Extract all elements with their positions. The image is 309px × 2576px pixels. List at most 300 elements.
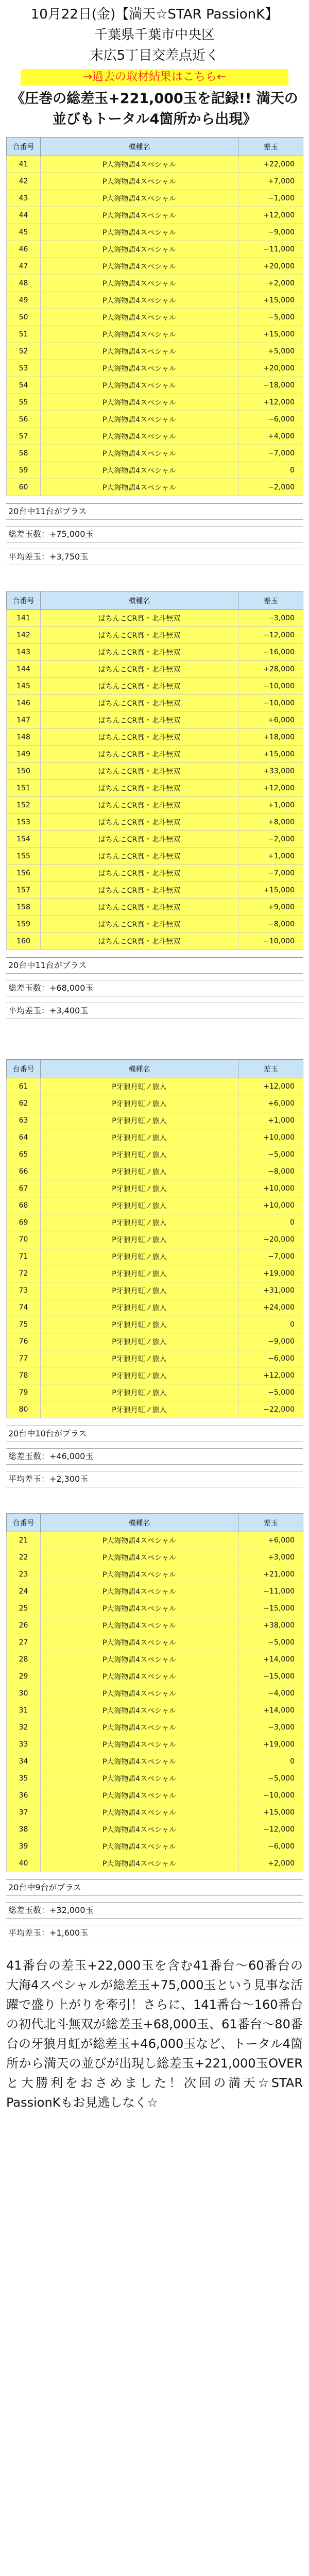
model-name-cell: P牙狼月虹ノ旅人 [41, 1214, 238, 1231]
machine-number-cell: 42 [7, 173, 41, 190]
ball-diff-cell: −7,000 [238, 865, 303, 882]
summary-divider [6, 543, 303, 549]
ball-diff-cell: +12,000 [238, 207, 303, 224]
machine-number-cell: 153 [7, 814, 41, 831]
summary-divider [6, 1896, 303, 1903]
table-row [7, 1532, 303, 1549]
machine-number-cell: 52 [7, 343, 41, 360]
table-row [7, 1129, 303, 1146]
machine-number-cell: 148 [7, 729, 41, 746]
model-name-cell: P大海物語4スペシャル [41, 445, 238, 462]
table-row [7, 1299, 303, 1316]
ball-diff-cell: +10,000 [238, 1197, 303, 1214]
table-row [7, 1651, 303, 1668]
table-row [7, 275, 303, 292]
table-row [7, 1095, 303, 1112]
ball-diff-cell: −12,000 [238, 627, 303, 644]
table-row [7, 1668, 303, 1685]
table-row [7, 207, 303, 224]
machine-number-cell: 65 [7, 1146, 41, 1163]
table-row [7, 1316, 303, 1333]
results-table [6, 1513, 303, 1872]
machine-number-cell: 56 [7, 411, 41, 428]
ball-diff-cell: +22,000 [238, 156, 303, 173]
machine-number-cell: 36 [7, 1787, 41, 1804]
machine-number-cell: 40 [7, 1855, 41, 1872]
results-section [6, 1487, 303, 1941]
summary-divider [6, 520, 303, 527]
ball-diff-cell: −8,000 [238, 916, 303, 933]
table-row [7, 729, 303, 746]
model-name-cell: P大海物語4スペシャル [41, 360, 238, 377]
model-name-cell: P大海物語4スペシャル [41, 428, 238, 445]
total-diff-text: 総差玉数：+32,000玉 [6, 1903, 303, 1919]
model-name-cell: ぱちんこCR真・北斗無双 [41, 644, 238, 661]
table-row [7, 1384, 303, 1401]
table-row [7, 797, 303, 814]
header-machine-number: 台番号 [7, 1514, 41, 1532]
machine-number-cell: 21 [7, 1532, 41, 1549]
ball-diff-cell: +15,000 [238, 292, 303, 309]
model-name-cell: ぱちんこCR真・北斗無双 [41, 661, 238, 678]
machine-number-cell: 26 [7, 1617, 41, 1634]
ball-diff-cell: −10,000 [238, 1787, 303, 1804]
model-name-cell: P牙狼月虹ノ旅人 [41, 1180, 238, 1197]
table-row [7, 644, 303, 661]
header-machine-number: 台番号 [7, 591, 41, 610]
model-name-cell: P大海物語4スペシャル [41, 377, 238, 394]
header-ball-diff: 差玉 [238, 1514, 303, 1532]
table-row [7, 1163, 303, 1180]
ball-diff-cell: +12,000 [238, 1078, 303, 1095]
model-name-cell: P大海物語4スペシャル [41, 1855, 238, 1872]
header-model-name: 機種名 [41, 1060, 238, 1078]
model-name-cell: ぱちんこCR真・北斗無双 [41, 814, 238, 831]
model-name-cell: P大海物語4スペシャル [41, 309, 238, 326]
table-row [7, 1112, 303, 1129]
machine-number-cell: 145 [7, 678, 41, 695]
model-name-cell: P大海物語4スペシャル [41, 258, 238, 275]
ball-diff-cell: −3,000 [238, 610, 303, 627]
table-row [7, 1804, 303, 1821]
table-row [7, 343, 303, 360]
model-name-cell: ぱちんこCR真・北斗無双 [41, 627, 238, 644]
model-name-cell: P大海物語4スペシャル [41, 1549, 238, 1566]
machine-number-cell: 22 [7, 1549, 41, 1566]
plus-count-text: 20台中11台がプラス [6, 958, 303, 974]
model-name-cell: P牙狼月虹ノ旅人 [41, 1078, 238, 1095]
machine-number-cell: 49 [7, 292, 41, 309]
section-gap [6, 1019, 303, 1059]
model-name-cell: ぱちんこCR真・北斗無双 [41, 831, 238, 848]
model-name-cell: ぱちんこCR真・北斗無双 [41, 916, 238, 933]
ball-diff-cell: −8,000 [238, 1163, 303, 1180]
ball-diff-cell: +2,000 [238, 275, 303, 292]
section-gap [6, 565, 303, 591]
total-diff-text: 総差玉数：+75,000玉 [6, 527, 303, 543]
ball-diff-cell: −4,000 [238, 1685, 303, 1702]
table-row [7, 814, 303, 831]
machine-number-cell: 51 [7, 326, 41, 343]
ball-diff-cell: −6,000 [238, 411, 303, 428]
machine-number-cell: 77 [7, 1350, 41, 1367]
ball-diff-cell: +21,000 [238, 1566, 303, 1583]
section-summary [6, 1426, 303, 1487]
model-name-cell: P大海物語4スペシャル [41, 1838, 238, 1855]
model-name-cell: P大海物語4スペシャル [41, 343, 238, 360]
ball-diff-cell: +9,000 [238, 899, 303, 916]
table-row [7, 1736, 303, 1753]
model-name-cell: P牙狼月虹ノ旅人 [41, 1401, 238, 1418]
machine-number-cell: 158 [7, 899, 41, 916]
table-row [7, 1753, 303, 1770]
machine-number-cell: 61 [7, 1078, 41, 1095]
table-row [7, 377, 303, 394]
ball-diff-cell: +20,000 [238, 258, 303, 275]
model-name-cell: P大海物語4スペシャル [41, 1685, 238, 1702]
machine-number-cell: 155 [7, 848, 41, 865]
results-table [6, 591, 303, 950]
machine-number-cell: 50 [7, 309, 41, 326]
ball-diff-cell: −22,000 [238, 1401, 303, 1418]
machine-number-cell: 59 [7, 462, 41, 479]
table-row [7, 1566, 303, 1583]
ball-diff-cell: +1,000 [238, 848, 303, 865]
table-row [7, 1231, 303, 1248]
ball-diff-cell: +10,000 [238, 1180, 303, 1197]
table-row [7, 1634, 303, 1651]
table-row [7, 1333, 303, 1350]
table-row [7, 1549, 303, 1566]
header-machine-number: 台番号 [7, 1060, 41, 1078]
machine-number-cell: 141 [7, 610, 41, 627]
table-row [7, 326, 303, 343]
ball-diff-cell: 0 [238, 462, 303, 479]
ball-diff-cell: −10,000 [238, 933, 303, 950]
ball-diff-cell: −10,000 [238, 695, 303, 712]
model-name-cell: P牙狼月虹ノ旅人 [41, 1231, 238, 1248]
model-name-cell: P大海物語4スペシャル [41, 1753, 238, 1770]
ball-diff-cell: +33,000 [238, 763, 303, 780]
machine-number-cell: 41 [7, 156, 41, 173]
table-row [7, 763, 303, 780]
model-name-cell: ぱちんこCR真・北斗無双 [41, 729, 238, 746]
table-row [7, 848, 303, 865]
ball-diff-cell: +14,000 [238, 1651, 303, 1668]
table-row [7, 1078, 303, 1095]
machine-number-cell: 66 [7, 1163, 41, 1180]
model-name-cell: ぱちんこCR真・北斗無双 [41, 848, 238, 865]
ball-diff-cell: +6,000 [238, 1532, 303, 1549]
ball-diff-cell: +15,000 [238, 1804, 303, 1821]
ball-diff-cell: −1,000 [238, 190, 303, 207]
machine-number-cell: 44 [7, 207, 41, 224]
machine-number-cell: 144 [7, 661, 41, 678]
table-row [7, 241, 303, 258]
ball-diff-cell: −15,000 [238, 1600, 303, 1617]
ball-diff-cell: +7,000 [238, 173, 303, 190]
machine-number-cell: 76 [7, 1333, 41, 1350]
ball-diff-cell: +6,000 [238, 712, 303, 729]
machine-number-cell: 70 [7, 1231, 41, 1248]
model-name-cell: ぱちんこCR真・北斗無双 [41, 678, 238, 695]
model-name-cell: P大海物語4スペシャル [41, 1736, 238, 1753]
model-name-cell: P大海物語4スペシャル [41, 207, 238, 224]
model-name-cell: P牙狼月虹ノ旅人 [41, 1095, 238, 1112]
machine-number-cell: 60 [7, 479, 41, 496]
machine-number-cell: 53 [7, 360, 41, 377]
machine-number-cell: 154 [7, 831, 41, 848]
table-row [7, 1401, 303, 1418]
machine-number-cell: 151 [7, 780, 41, 797]
table-row [7, 173, 303, 190]
results-container [0, 137, 309, 1941]
model-name-cell: P大海物語4スペシャル [41, 1770, 238, 1787]
model-name-cell: P牙狼月虹ノ旅人 [41, 1316, 238, 1333]
ball-diff-cell: +18,000 [238, 729, 303, 746]
table-row [7, 1821, 303, 1838]
model-name-cell: P大海物語4スペシャル [41, 1532, 238, 1549]
summary-paragraph: 41番台の差玉+22,000玉を含む41番台〜60番台の大海4スペシャルが総差玉+75,000玉という見事な活躍で盛り上がりを牽引！さらに、141番台〜160番台の初代北斗無双が総差玉+68,000玉、61番台〜80番台の牙狼月虹が総差玉+46,000玉など、トータル4箇所から満天の並びが出現し総差玉+221,000玉OVERと大勝利をおさめました！次回の満天☆STAR PassionKもお見逃しなく☆ [6, 1958, 303, 2110]
machine-number-cell: 58 [7, 445, 41, 462]
machine-number-cell: 80 [7, 1401, 41, 1418]
machine-number-cell: 38 [7, 1821, 41, 1838]
ball-diff-cell: −7,000 [238, 445, 303, 462]
results-table [6, 1059, 303, 1418]
model-name-cell: P牙狼月虹ノ旅人 [41, 1248, 238, 1265]
table-row [7, 445, 303, 462]
past-results-link[interactable]: →過去の取材結果はこちら← [21, 69, 288, 86]
total-diff-text: 総差玉数：+46,000玉 [6, 1449, 303, 1465]
ball-diff-cell: −9,000 [238, 1333, 303, 1350]
model-name-cell: P大海物語4スペシャル [41, 224, 238, 241]
machine-number-cell: 48 [7, 275, 41, 292]
model-name-cell: P大海物語4スペシャル [41, 1617, 238, 1634]
machine-number-cell: 25 [7, 1600, 41, 1617]
table-row [7, 479, 303, 496]
machine-number-cell: 69 [7, 1214, 41, 1231]
model-name-cell: ぱちんこCR真・北斗無双 [41, 865, 238, 882]
model-name-cell: ぱちんこCR真・北斗無双 [41, 712, 238, 729]
machine-number-cell: 24 [7, 1583, 41, 1600]
ball-diff-cell: −5,000 [238, 1146, 303, 1163]
ball-diff-cell: +19,000 [238, 1736, 303, 1753]
model-name-cell: ぱちんこCR真・北斗無双 [41, 695, 238, 712]
average-diff-text: 平均差玉：+1,600玉 [6, 1925, 303, 1941]
machine-number-cell: 32 [7, 1719, 41, 1736]
section-gap [6, 1487, 303, 1513]
ball-diff-cell: +3,000 [238, 1549, 303, 1566]
summary-divider [6, 1465, 303, 1471]
machine-number-cell: 33 [7, 1736, 41, 1753]
ball-diff-cell: −11,000 [238, 241, 303, 258]
ball-diff-cell: −20,000 [238, 1231, 303, 1248]
ball-diff-cell: −15,000 [238, 1668, 303, 1685]
results-section [6, 1019, 303, 1487]
table-row [7, 1350, 303, 1367]
table-row [7, 1838, 303, 1855]
results-table [6, 137, 303, 496]
ball-diff-cell: −2,000 [238, 831, 303, 848]
model-name-cell: P大海物語4スペシャル [41, 1668, 238, 1685]
machine-number-cell: 79 [7, 1384, 41, 1401]
table-row [7, 916, 303, 933]
model-name-cell: ぱちんこCR真・北斗無双 [41, 882, 238, 899]
table-row [7, 428, 303, 445]
table-row [7, 865, 303, 882]
total-diff-text: 総差玉数：+68,000玉 [6, 980, 303, 996]
table-row [7, 899, 303, 916]
machine-number-cell: 46 [7, 241, 41, 258]
machine-number-cell: 55 [7, 394, 41, 411]
model-name-cell: P牙狼月虹ノ旅人 [41, 1265, 238, 1282]
ball-diff-cell: +28,000 [238, 661, 303, 678]
table-row [7, 1197, 303, 1214]
machine-number-cell: 31 [7, 1702, 41, 1719]
model-name-cell: ぱちんこCR真・北斗無双 [41, 797, 238, 814]
ball-diff-cell: +10,000 [238, 1129, 303, 1146]
model-name-cell: P大海物語4スペシャル [41, 1804, 238, 1821]
section-summary [6, 503, 303, 565]
model-name-cell: P牙狼月虹ノ旅人 [41, 1367, 238, 1384]
model-name-cell: P大海物語4スペシャル [41, 275, 238, 292]
section-summary [6, 957, 303, 1019]
headline: 《圧巻の総差玉+221,000玉を記録!! 満天の並びもトータル4箇所から出現》 [11, 91, 298, 127]
model-name-cell: P大海物語4スペシャル [41, 1702, 238, 1719]
machine-number-cell: 47 [7, 258, 41, 275]
machine-number-cell: 57 [7, 428, 41, 445]
model-name-cell: P大海物語4スペシャル [41, 241, 238, 258]
ball-diff-cell: +2,000 [238, 1855, 303, 1872]
machine-number-cell: 150 [7, 763, 41, 780]
ball-diff-cell: +15,000 [238, 882, 303, 899]
table-row [7, 309, 303, 326]
model-name-cell: P大海物語4スペシャル [41, 326, 238, 343]
machine-number-cell: 62 [7, 1095, 41, 1112]
plus-count-text: 20台中9台がプラス [6, 1880, 303, 1896]
ball-diff-cell: +12,000 [238, 1367, 303, 1384]
model-name-cell: P大海物語4スペシャル [41, 479, 238, 496]
ball-diff-cell: +14,000 [238, 1702, 303, 1719]
machine-number-cell: 147 [7, 712, 41, 729]
machine-number-cell: 64 [7, 1129, 41, 1146]
machine-number-cell: 67 [7, 1180, 41, 1197]
machine-number-cell: 74 [7, 1299, 41, 1316]
machine-number-cell: 75 [7, 1316, 41, 1333]
ball-diff-cell: −5,000 [238, 309, 303, 326]
model-name-cell: P大海物語4スペシャル [41, 1651, 238, 1668]
model-name-cell: P大海物語4スペシャル [41, 1821, 238, 1838]
ball-diff-cell: +4,000 [238, 428, 303, 445]
ball-diff-cell: −10,000 [238, 678, 303, 695]
table-row [7, 610, 303, 627]
table-row [7, 1770, 303, 1787]
table-row [7, 1180, 303, 1197]
model-name-cell: P大海物語4スペシャル [41, 156, 238, 173]
model-name-cell: P牙狼月虹ノ旅人 [41, 1112, 238, 1129]
header-model-name: 機種名 [41, 138, 238, 156]
machine-number-cell: 45 [7, 224, 41, 241]
ball-diff-cell: 0 [238, 1753, 303, 1770]
machine-number-cell: 54 [7, 377, 41, 394]
header-model-name: 機種名 [41, 591, 238, 610]
location-line: 千葉県千葉市中央区 [94, 27, 215, 43]
table-row [7, 1265, 303, 1282]
table-row [7, 695, 303, 712]
model-name-cell: ぱちんこCR真・北斗無双 [41, 763, 238, 780]
ball-diff-cell: +31,000 [238, 1282, 303, 1299]
table-row [7, 224, 303, 241]
machine-number-cell: 149 [7, 746, 41, 763]
table-row [7, 712, 303, 729]
model-name-cell: P牙狼月虹ノ旅人 [41, 1384, 238, 1401]
model-name-cell: P大海物語4スペシャル [41, 1566, 238, 1583]
ball-diff-cell: +20,000 [238, 360, 303, 377]
table-row [7, 1248, 303, 1265]
model-name-cell: P牙狼月虹ノ旅人 [41, 1333, 238, 1350]
table-row [7, 1855, 303, 1872]
header-ball-diff: 差玉 [238, 1060, 303, 1078]
table-row [7, 411, 303, 428]
model-name-cell: P大海物語4スペシャル [41, 190, 238, 207]
machine-number-cell: 39 [7, 1838, 41, 1855]
header-model-name: 機種名 [41, 1514, 238, 1532]
ball-diff-cell: 0 [238, 1316, 303, 1333]
machine-number-cell: 35 [7, 1770, 41, 1787]
summary-divider [6, 1442, 303, 1449]
model-name-cell: ぱちんこCR真・北斗無双 [41, 610, 238, 627]
model-name-cell: P牙狼月虹ノ旅人 [41, 1129, 238, 1146]
machine-number-cell: 160 [7, 933, 41, 950]
ball-diff-cell: 0 [238, 1214, 303, 1231]
machine-number-cell: 34 [7, 1753, 41, 1770]
machine-number-cell: 71 [7, 1248, 41, 1265]
ball-diff-cell: +12,000 [238, 394, 303, 411]
table-row [7, 190, 303, 207]
model-name-cell: ぱちんこCR真・北斗無双 [41, 899, 238, 916]
model-name-cell: P大海物語4スペシャル [41, 1719, 238, 1736]
machine-number-cell: 28 [7, 1651, 41, 1668]
table-row [7, 462, 303, 479]
average-diff-text: 平均差玉：+3,400玉 [6, 1003, 303, 1019]
ball-diff-cell: +15,000 [238, 326, 303, 343]
machine-number-cell: 146 [7, 695, 41, 712]
summary-divider [6, 996, 303, 1003]
model-name-cell: ぱちんこCR真・北斗無双 [41, 933, 238, 950]
ball-diff-cell: −5,000 [238, 1770, 303, 1787]
machine-number-cell: 72 [7, 1265, 41, 1282]
table-row [7, 1146, 303, 1163]
summary-divider [6, 974, 303, 980]
model-name-cell: ぱちんこCR真・北斗無双 [41, 780, 238, 797]
section-summary [6, 1879, 303, 1941]
table-row [7, 258, 303, 275]
ball-diff-cell: −6,000 [238, 1350, 303, 1367]
table-row [7, 1600, 303, 1617]
model-name-cell: P大海物語4スペシャル [41, 1787, 238, 1804]
model-name-cell: P大海物語4スペシャル [41, 173, 238, 190]
ball-diff-cell: −5,000 [238, 1634, 303, 1651]
machine-number-cell: 156 [7, 865, 41, 882]
model-name-cell: P大海物語4スペシャル [41, 292, 238, 309]
ball-diff-cell: −12,000 [238, 1821, 303, 1838]
ball-diff-cell: +1,000 [238, 1112, 303, 1129]
machine-number-cell: 29 [7, 1668, 41, 1685]
machine-number-cell: 63 [7, 1112, 41, 1129]
machine-number-cell: 152 [7, 797, 41, 814]
results-section [6, 565, 303, 1019]
plus-count-text: 20台中10台がプラス [6, 1426, 303, 1442]
